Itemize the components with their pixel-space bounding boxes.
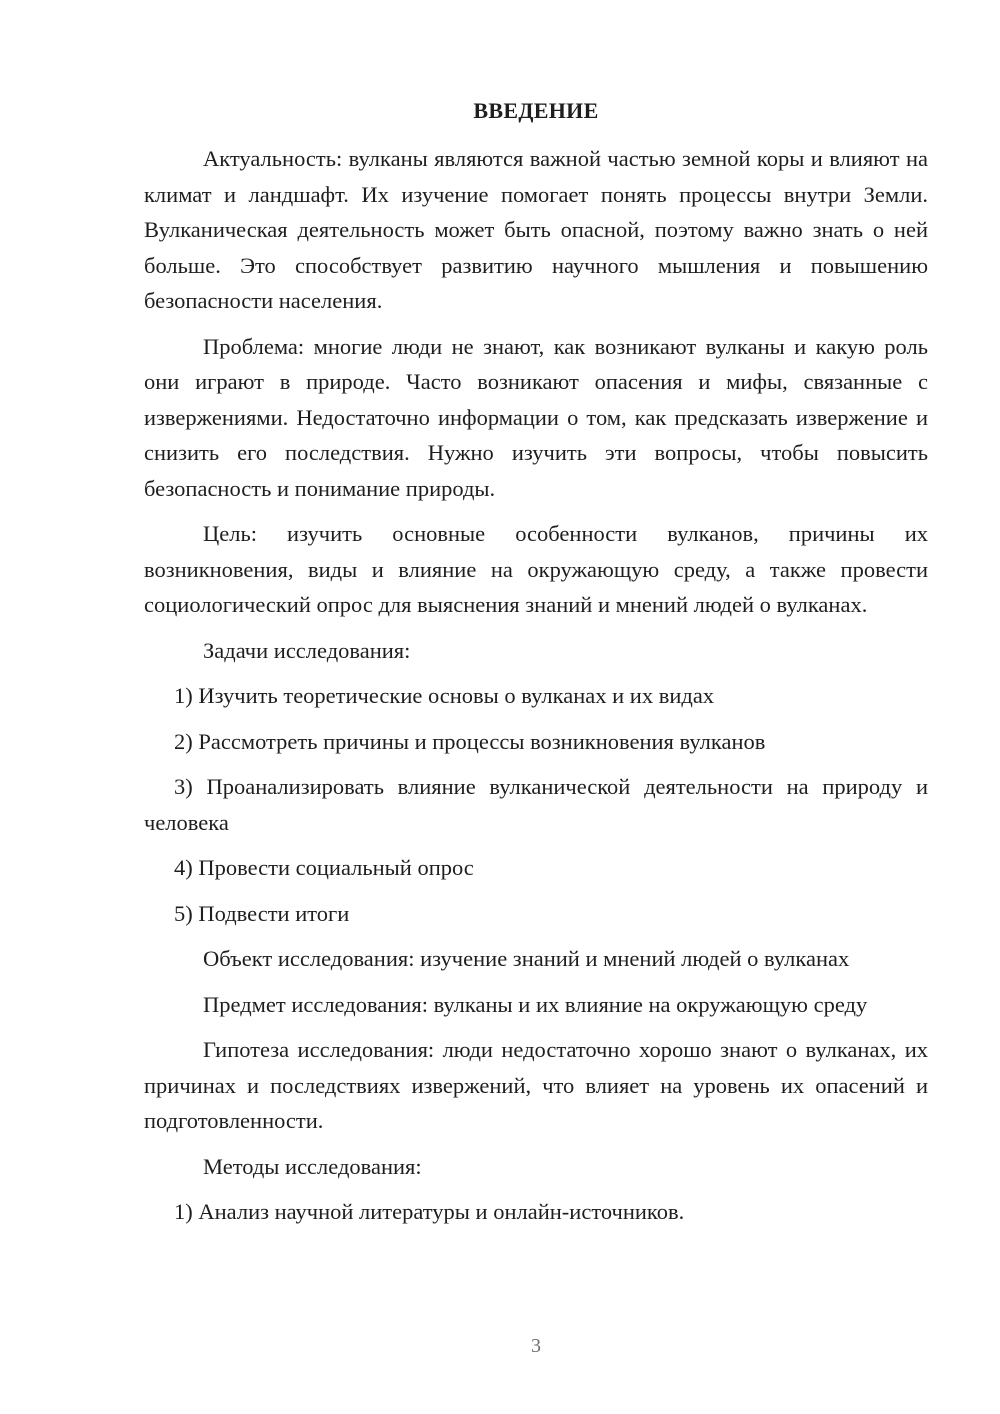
task-item: 4) Провести социальный опрос <box>174 855 474 880</box>
page-number: 3 <box>531 1335 541 1357</box>
research-subject: Предмет исследования: вулканы и их влияние на окружающую среду <box>203 991 868 1017</box>
task-item: 2) Рассмотреть причины и процессы возникновения вулканов <box>174 728 766 754</box>
problem-paragraph: Проблема: многие люди не знают, как возникают вулканы и какую роль они играют в природе. Часто возникают опасения и мифы, связанные с извержениями. Недостаточно информации о том, как предсказать извержение и снизить его последствия. Нужно изучить эти вопросы, чтобы повысить безопасность и понимание природы. <box>144 333 928 501</box>
research-hypothesis: Гипотеза исследования: люди недостаточно хорошо знают о вулканах, их причинах и последствиях извержений, что влияет на уровень их опасений и подготовленности. <box>144 1037 928 1133</box>
methods-heading: Методы исследования: <box>203 1153 422 1179</box>
goal-paragraph: Цель: изучить основные особенности вулканов, причины их возникновения, виды и влияние на окружающую среду, а также провести социологический опрос для выяснения знаний и мнений людей о вулканах. <box>144 521 928 617</box>
relevance-paragraph: Актуальность: вулканы являются важной частью земной коры и влияют на климат и ландшафт. Их изучение помогает понять процессы внутри Земли. Вулканическая деятельность может быть опасной, поэтому важно знать о ней больше. Это способствует развитию научного мышления и повышению безопасности населения. <box>144 146 928 313</box>
task-item: 3) Проанализировать влияние вулканической деятельности на природу и человека <box>144 774 928 835</box>
method-item: 1) Анализ научной литературы и онлайн-источников. <box>174 1199 685 1224</box>
research-object: Объект исследования: изучение знаний и мнений людей о вулканах <box>203 946 850 971</box>
document-body <box>144 141 928 1230</box>
section-title: ВВЕДЕНИЕ <box>473 98 599 123</box>
task-item: 1) Изучить теоретические основы о вулканах и их видах <box>174 683 715 708</box>
task-item: 5) Подвести итоги <box>174 900 350 926</box>
tasks-heading: Задачи исследования: <box>203 637 411 663</box>
